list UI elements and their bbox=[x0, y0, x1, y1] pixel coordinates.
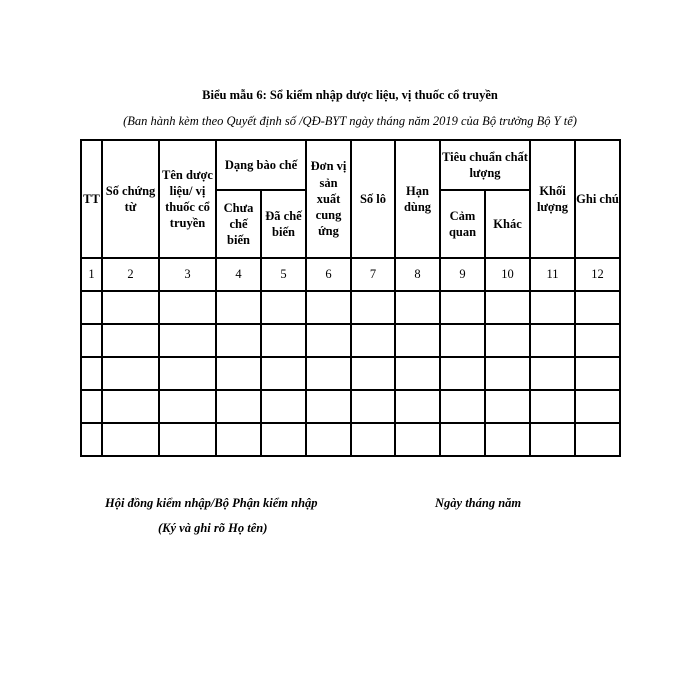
table-cell bbox=[306, 324, 351, 357]
table-row bbox=[81, 357, 620, 390]
table-cell bbox=[485, 390, 530, 423]
header-han-dung: Hạn dùng bbox=[395, 140, 440, 258]
table-cell bbox=[102, 357, 159, 390]
table-cell bbox=[261, 357, 306, 390]
signature-committee-label: Hội đồng kiểm nhập/Bộ Phận kiểm nhập bbox=[105, 496, 318, 510]
table-cell bbox=[575, 357, 620, 390]
table-cell bbox=[395, 390, 440, 423]
header-cam-quan: Cảm quan bbox=[440, 190, 485, 258]
table-cell bbox=[351, 324, 395, 357]
table-row bbox=[81, 291, 620, 324]
table-cell bbox=[485, 423, 530, 456]
header-so-chung-tu: Số chứng từ bbox=[102, 140, 159, 258]
table-cell bbox=[261, 291, 306, 324]
table-cell bbox=[261, 390, 306, 423]
table-cell bbox=[216, 423, 261, 456]
empty-rows-body bbox=[81, 291, 620, 456]
table-cell bbox=[159, 423, 216, 456]
table-cell bbox=[216, 357, 261, 390]
table-cell bbox=[159, 390, 216, 423]
column-number: 4 bbox=[216, 258, 261, 291]
column-number: 1 bbox=[81, 258, 102, 291]
table-cell bbox=[395, 423, 440, 456]
header-ghi-chu: Ghi chú bbox=[575, 140, 620, 258]
table-cell bbox=[261, 423, 306, 456]
table-cell bbox=[306, 291, 351, 324]
table-cell bbox=[102, 324, 159, 357]
table-cell bbox=[216, 390, 261, 423]
signature-instruction: (Ký và ghi rõ Họ tên) bbox=[158, 521, 268, 535]
header-don-vi: Đơn vị sản xuất cung ứng bbox=[306, 140, 351, 258]
table-row bbox=[81, 390, 620, 423]
table-cell bbox=[440, 324, 485, 357]
table-cell bbox=[216, 291, 261, 324]
table-cell bbox=[159, 357, 216, 390]
header-dang-bao-che: Dạng bào chế bbox=[216, 140, 306, 190]
column-number: 3 bbox=[159, 258, 216, 291]
table-cell bbox=[395, 324, 440, 357]
column-number: 8 bbox=[395, 258, 440, 291]
column-number: 10 bbox=[485, 258, 530, 291]
header-khoi-luong: Khối lượng bbox=[530, 140, 575, 258]
table-cell bbox=[351, 390, 395, 423]
table-cell bbox=[351, 291, 395, 324]
table-cell bbox=[575, 390, 620, 423]
table-cell bbox=[306, 390, 351, 423]
table-cell bbox=[485, 357, 530, 390]
table-cell bbox=[395, 357, 440, 390]
column-number: 5 bbox=[261, 258, 306, 291]
inspection-table bbox=[80, 139, 621, 457]
table-cell bbox=[530, 291, 575, 324]
table-cell bbox=[102, 390, 159, 423]
table-cell bbox=[530, 390, 575, 423]
table-cell bbox=[306, 357, 351, 390]
table-cell bbox=[440, 291, 485, 324]
table-cell bbox=[81, 357, 102, 390]
table-cell bbox=[81, 390, 102, 423]
table-cell bbox=[485, 324, 530, 357]
table-row bbox=[81, 324, 620, 357]
table-cell bbox=[575, 291, 620, 324]
column-number: 7 bbox=[351, 258, 395, 291]
table-cell bbox=[440, 357, 485, 390]
header-tt: TT bbox=[81, 140, 102, 258]
table-cell bbox=[440, 423, 485, 456]
table-cell bbox=[395, 291, 440, 324]
table-cell bbox=[530, 357, 575, 390]
table-cell bbox=[575, 324, 620, 357]
table-cell bbox=[306, 423, 351, 456]
column-number: 12 bbox=[575, 258, 620, 291]
table-cell bbox=[530, 423, 575, 456]
column-number: 11 bbox=[530, 258, 575, 291]
table-cell bbox=[485, 291, 530, 324]
table-cell bbox=[351, 423, 395, 456]
table-cell bbox=[159, 291, 216, 324]
header-tieu-chuan: Tiêu chuẩn chất lượng bbox=[440, 140, 530, 190]
header-so-lo: Số lô bbox=[351, 140, 395, 258]
signature-date-label: Ngày tháng năm bbox=[435, 496, 522, 510]
column-number: 9 bbox=[440, 258, 485, 291]
table-cell bbox=[575, 423, 620, 456]
table-cell bbox=[102, 291, 159, 324]
table-cell bbox=[102, 423, 159, 456]
table-cell bbox=[81, 291, 102, 324]
table-cell bbox=[216, 324, 261, 357]
header-da-che-bien: Đã chế biến bbox=[261, 190, 306, 258]
header-ten-duoc-lieu: Tên dược liệu/ vị thuốc cổ truyền bbox=[159, 140, 216, 258]
table-cell bbox=[261, 324, 306, 357]
header-chua-che-bien: Chưa chế biến bbox=[216, 190, 261, 258]
form-title: Biểu mẫu 6: Sổ kiểm nhập dược liệu, vị thuốc cổ truyền bbox=[202, 88, 498, 102]
column-number-row bbox=[81, 258, 620, 291]
column-number: 2 bbox=[102, 258, 159, 291]
table-cell bbox=[351, 357, 395, 390]
table-cell bbox=[440, 390, 485, 423]
table-cell bbox=[81, 423, 102, 456]
form-subtitle: (Ban hành kèm theo Quyết định số /QĐ-BYT ngày tháng năm 2019 của Bộ trưởng Bộ Y tế) bbox=[123, 114, 577, 128]
table-cell bbox=[81, 324, 102, 357]
table-cell bbox=[159, 324, 216, 357]
column-number: 6 bbox=[306, 258, 351, 291]
table-cell bbox=[530, 324, 575, 357]
table-row bbox=[81, 423, 620, 456]
header-khac: Khác bbox=[485, 190, 530, 258]
